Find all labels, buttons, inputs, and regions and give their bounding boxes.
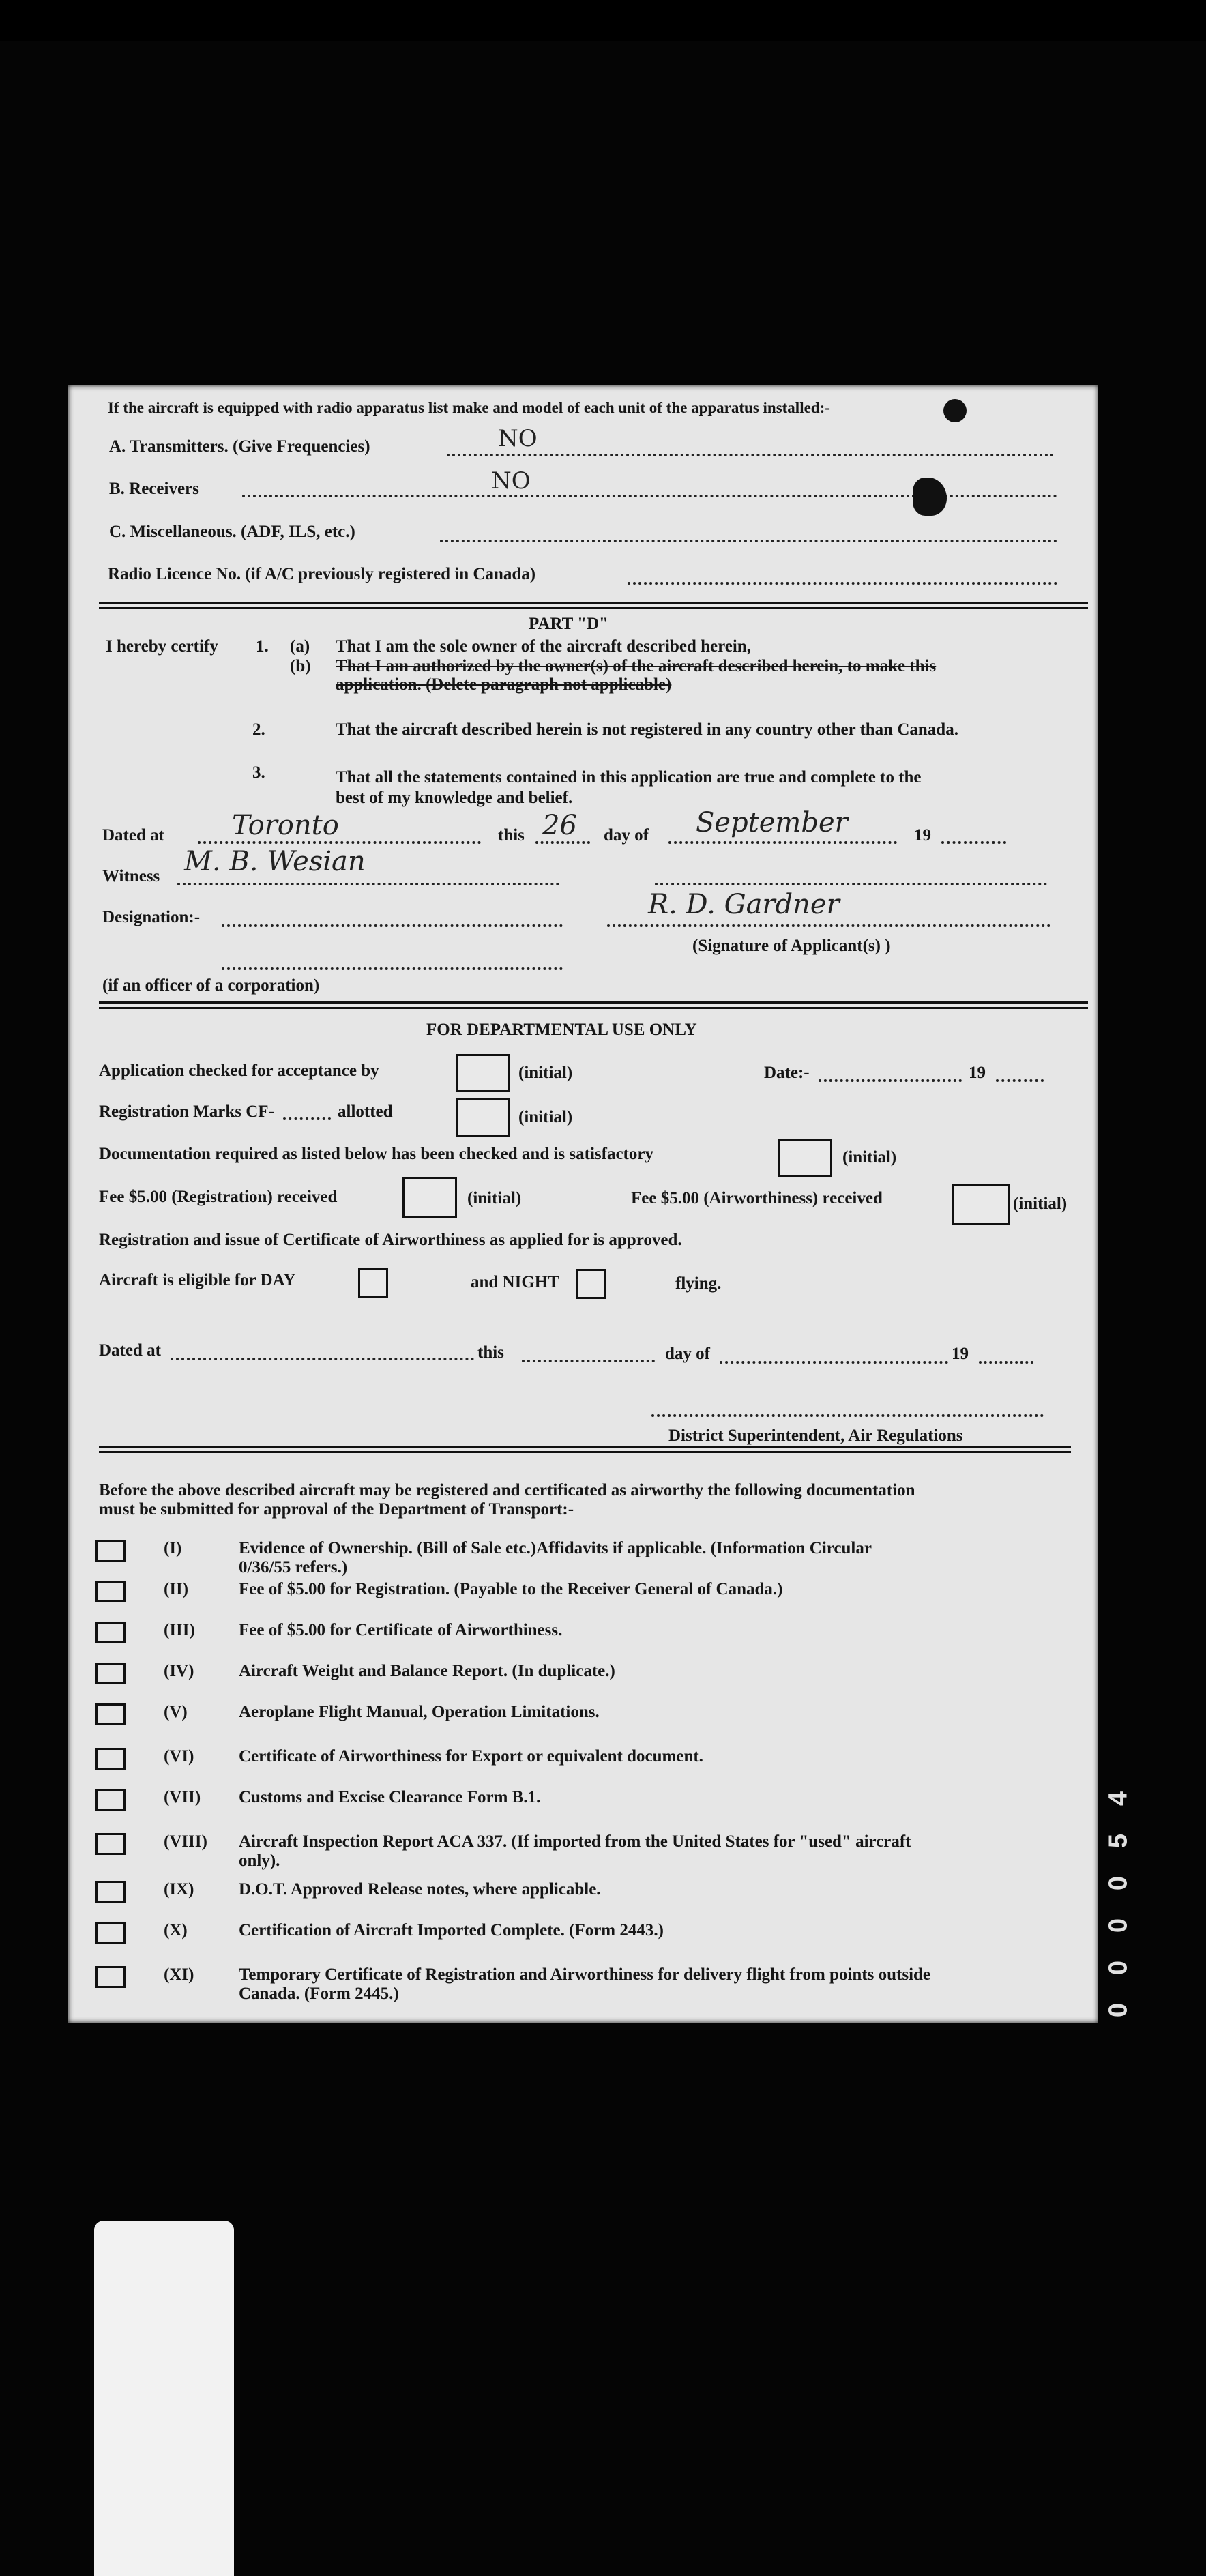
this-label: this	[477, 1343, 504, 1362]
day-checkbox[interactable]	[358, 1268, 388, 1298]
doc-text: Certificate of Airworthiness for Export or equivalent document.	[239, 1747, 703, 1766]
doc-number: (IV)	[164, 1662, 194, 1680]
doc-number: (I)	[164, 1539, 182, 1557]
item-letter: (b)	[290, 657, 311, 675]
doc-checkbox[interactable]	[95, 1748, 126, 1770]
fee-registration-box[interactable]	[402, 1177, 457, 1218]
initial-label: (initial)	[518, 1064, 573, 1082]
dated-at-value: Toronto	[232, 810, 339, 841]
date-label: Date:-	[764, 1064, 810, 1082]
doc-text: Temporary Certificate of Registration and Airworthiness for delivery flight from points outside	[239, 1965, 931, 1984]
year-label: 19	[969, 1064, 986, 1082]
initial-label: (initial)	[467, 1189, 522, 1208]
doc-checkbox[interactable]	[95, 1833, 126, 1855]
item-number: 3.	[252, 763, 265, 782]
statements-text-2: best of my knowledge and belief.	[336, 789, 573, 807]
stamp-digit: 0	[1104, 1960, 1133, 1976]
checked-label: Application checked for acceptance by	[99, 1062, 379, 1080]
certify-label: I hereby certify	[106, 637, 218, 656]
doc-checkbox[interactable]	[95, 1703, 126, 1725]
witness-value: M. B. Wesian	[184, 846, 366, 877]
doc-number: (VII)	[164, 1788, 201, 1806]
microfilm-top-edge	[0, 0, 1206, 41]
stamp-digit: 5	[1104, 1833, 1133, 1849]
doc-checkbox[interactable]	[95, 1881, 126, 1903]
authorized-text: That I am authorized by the owner(s) of the aircraft described herein, to make this	[336, 657, 937, 675]
ink-blot	[943, 399, 967, 422]
night-checkbox[interactable]	[576, 1269, 606, 1299]
witness-label: Witness	[102, 867, 160, 886]
reg-marks-initial-box[interactable]	[456, 1098, 510, 1137]
initial-label: (initial)	[842, 1148, 897, 1167]
receivers-value: NO	[491, 467, 531, 495]
authorized-text-2: application. (Delete paragraph not applicable)	[336, 675, 672, 694]
doc-number: (IX)	[164, 1880, 194, 1899]
flying-label: flying.	[675, 1274, 722, 1293]
doc-checkbox[interactable]	[95, 1922, 126, 1944]
night-label: and NIGHT	[471, 1273, 559, 1291]
signature-caption: (Signature of Applicant(s) )	[692, 937, 891, 955]
not-registered-text: That the aircraft described herein is not registered in any country other than Canada.	[336, 720, 958, 739]
designation-label: Designation:-	[102, 908, 201, 926]
statements-text: That all the statements contained in this application are true and complete to the	[336, 768, 922, 787]
part-d-title: PART "D"	[529, 615, 608, 633]
initial-label: (initial)	[518, 1108, 573, 1126]
initial-label: (initial)	[1013, 1195, 1068, 1213]
doc-text: Aircraft Inspection Report ACA 337. (If imported from the United States for "used" aircraft	[239, 1832, 911, 1851]
receivers-label: B. Receivers	[109, 480, 199, 498]
doc-text: Customs and Excise Clearance Form B.1.	[239, 1788, 541, 1806]
doc-number: (VIII)	[164, 1832, 207, 1851]
fee-airworthiness-label: Fee $5.00 (Airworthiness) received	[631, 1189, 883, 1208]
documentation-initial-box[interactable]	[778, 1139, 832, 1177]
ink-blot	[913, 478, 947, 516]
reg-marks-label: Registration Marks CF-	[99, 1102, 274, 1121]
form-page	[68, 385, 1098, 2023]
doc-number: (X)	[164, 1921, 188, 1940]
dated-at-label: Dated at	[102, 826, 164, 845]
day-value: 26	[542, 810, 577, 841]
fee-airworthiness-box[interactable]	[952, 1184, 1010, 1225]
day-of-label: day of	[665, 1345, 710, 1363]
doc-checkbox[interactable]	[95, 1622, 126, 1643]
dept-title: FOR DEPARTMENTAL USE ONLY	[426, 1021, 697, 1039]
doc-number: (VI)	[164, 1747, 194, 1766]
doc-text: Aeroplane Flight Manual, Operation Limitations.	[239, 1703, 600, 1721]
fee-registration-label: Fee $5.00 (Registration) received	[99, 1188, 338, 1206]
misc-label: C. Miscellaneous. (ADF, ILS, etc.)	[109, 523, 355, 541]
doc-text-continued: only).	[239, 1852, 280, 1870]
stamp-digit: 4	[1104, 1791, 1133, 1806]
eligible-day-label: Aircraft is eligible for DAY	[99, 1271, 296, 1289]
superintendent-label: District Superintendent, Air Regulations	[668, 1426, 963, 1445]
doc-number: (V)	[164, 1703, 188, 1721]
year-label: 19	[914, 826, 931, 845]
dated-at-label-2: Dated at	[99, 1341, 161, 1360]
doc-text-continued: 0/36/55 refers.)	[239, 1558, 348, 1577]
transmitters-label: A. Transmitters. (Give Frequencies)	[109, 437, 370, 456]
doc-checkbox[interactable]	[95, 1581, 126, 1602]
sole-owner-text: That I am the sole owner of the aircraft described herein,	[336, 637, 751, 656]
doc-text: Aircraft Weight and Balance Report. (In duplicate.)	[239, 1662, 615, 1680]
item-number: 2.	[252, 720, 265, 739]
item-number: 1.	[256, 637, 269, 656]
approved-label: Registration and issue of Certificate of Airworthiness as applied for is approved.	[99, 1231, 682, 1249]
documentation-label: Documentation required as listed below has been checked and is satisfactory	[99, 1145, 653, 1163]
docs-intro: Before the above described aircraft may be registered and certificated as airworthy the following documentation	[99, 1481, 915, 1499]
doc-number: (III)	[164, 1621, 195, 1639]
transmitters-value: NO	[498, 425, 538, 452]
checked-initial-box[interactable]	[456, 1054, 510, 1092]
doc-text: D.O.T. Approved Release notes, where applicable.	[239, 1880, 601, 1899]
stamp-digit: 0	[1104, 1918, 1133, 1933]
year-label: 19	[952, 1345, 969, 1363]
doc-text-continued: Canada. (Form 2445.)	[239, 1985, 399, 2003]
doc-checkbox[interactable]	[95, 1966, 126, 1988]
officer-label: (if an officer of a corporation)	[102, 976, 320, 995]
stamp-digit: 0	[1104, 2002, 1133, 2018]
doc-checkbox[interactable]	[95, 1789, 126, 1811]
day-of-label: day of	[604, 826, 649, 845]
this-label: this	[498, 826, 525, 845]
doc-text: Fee of $5.00 for Certificate of Airworthiness.	[239, 1621, 563, 1639]
docs-intro-2: must be submitted for approval of the Department of Transport:-	[99, 1500, 574, 1519]
doc-text: Fee of $5.00 for Registration. (Payable to the Receiver General of Canada.)	[239, 1580, 783, 1598]
doc-number: (II)	[164, 1580, 189, 1598]
item-letter: (a)	[290, 637, 310, 656]
allotted-label: allotted	[338, 1102, 393, 1121]
stamp-digit: 0	[1104, 1875, 1133, 1891]
doc-checkbox[interactable]	[95, 1663, 126, 1684]
applicant-signature: R. D. Gardner	[648, 889, 840, 920]
doc-text: Certification of Aircraft Imported Complete. (Form 2443.)	[239, 1921, 664, 1940]
film-leader-card	[94, 2221, 234, 2576]
radio-licence-label: Radio Licence No. (if A/C previously registered in Canada)	[108, 565, 536, 583]
radio-intro: If the aircraft is equipped with radio apparatus list make and model of each unit of the apparatus installed:-	[108, 399, 830, 416]
doc-checkbox[interactable]	[95, 1540, 126, 1562]
month-value: September	[696, 807, 848, 838]
doc-number: (XI)	[164, 1965, 194, 1984]
doc-text: Evidence of Ownership. (Bill of Sale etc.)Affidavits if applicable. (Information Circular	[239, 1539, 872, 1557]
